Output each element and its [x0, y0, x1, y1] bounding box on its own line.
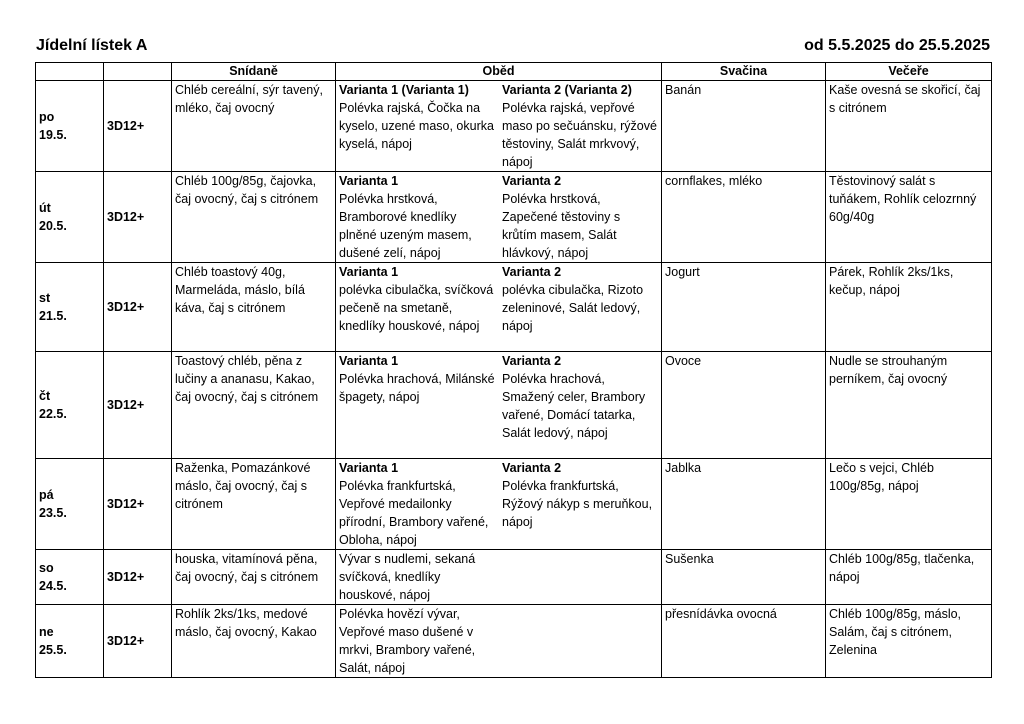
variant-2-text: Polévka frankfurtská, Rýžový nákyp s meruňkou, nápoj [502, 479, 653, 529]
obed-variant-2 [499, 352, 661, 442]
table-row [36, 352, 992, 459]
day-cell [36, 263, 104, 352]
obed-cell [336, 459, 662, 550]
svacina-cell: Jogurt [662, 263, 826, 352]
obed-cell [336, 605, 662, 678]
table-row [36, 605, 992, 678]
svacina-cell: Banán [662, 81, 826, 172]
svacina-cell: Ovoce [662, 352, 826, 459]
day-name: so [39, 561, 54, 575]
obed-cell [336, 172, 662, 263]
obed-single [336, 550, 499, 604]
table-row [36, 172, 992, 263]
variant-2-text: polévka cibulačka, Rizoto zeleninové, Salát ledový, nápoj [502, 283, 644, 333]
obed-cell [336, 263, 662, 352]
day-cell [36, 605, 104, 678]
header-vecere: Večeře [826, 63, 992, 81]
vecere-cell: Nudle se strouhaným perníkem, čaj ovocný [826, 352, 992, 459]
variant-1-text: polévka cibulačka, svíčková pečeně na smetaně, knedlíky houskové, nápoj [339, 283, 494, 333]
table-row [36, 459, 992, 550]
vecere-cell: Chléb 100g/85g, tlačenka, nápoj [826, 550, 992, 605]
header-obed: Oběd [336, 63, 662, 81]
obed-variant-2 [499, 172, 661, 262]
day-name: po [39, 110, 55, 124]
date-range: od 5.5.2025 do 25.5.2025 [804, 37, 990, 54]
table-row [36, 81, 992, 172]
variant-1-title: Varianta 1 [339, 174, 399, 188]
obed-variant-2 [499, 81, 661, 171]
variant-2-text: Polévka hrstková, Zapečené těstoviny s krůtím masem, Salát hlávkový, nápoj [502, 192, 621, 260]
document-title: Jídelní lístek A [36, 37, 148, 54]
variant-1-text: Polévka hrachová, Milánské špagety, nápoj [339, 372, 495, 404]
header-day [36, 63, 104, 81]
variant-1-title: Varianta 1 (Varianta 1) [339, 83, 469, 97]
day-date: 19.5. [39, 128, 67, 142]
diet-code: 3D12+ [104, 81, 172, 172]
variant-1-text: Polévka rajská, Čočka na kyselo, uzené maso, okurka kyselá, nápoj [339, 101, 494, 151]
obed-cell [336, 352, 662, 459]
vecere-cell: Těstovinový salát s tuňákem, Rohlík celozrnný 60g/40g [826, 172, 992, 263]
obed-single [336, 605, 499, 677]
diet-code: 3D12+ [104, 550, 172, 605]
variant-2-title: Varianta 2 [502, 265, 562, 279]
svacina-cell: Sušenka [662, 550, 826, 605]
obed-text: Vývar s nudlemi, sekaná svíčková, knedlíky houskové, nápoj [339, 552, 476, 602]
variant-1-title: Varianta 1 [339, 461, 399, 475]
variant-1-title: Varianta 1 [339, 265, 399, 279]
obed-text: Polévka hovězí vývar, Vepřové maso dušené v mrkvi, Brambory vařené, Salát, nápoj [339, 607, 476, 675]
table-row [36, 263, 992, 352]
svacina-cell: přesnídávka ovocná [662, 605, 826, 678]
obed-variant-1 [336, 459, 499, 549]
vecere-cell: Párek, Rohlík 2ks/1ks, kečup, nápoj [826, 263, 992, 352]
variant-1-title: Varianta 1 [339, 354, 399, 368]
day-name: st [39, 291, 51, 305]
day-date: 24.5. [39, 579, 67, 593]
day-date: 23.5. [39, 506, 67, 520]
header-row [36, 63, 992, 81]
obed-variant-2 [499, 263, 661, 335]
snidane-cell: Rohlík 2ks/1ks, medové máslo, čaj ovocný, Kakao [172, 605, 336, 678]
day-date: 20.5. [39, 219, 67, 233]
day-cell [36, 172, 104, 263]
table-row [36, 550, 992, 605]
snidane-cell: Toastový chléb, pěna z lučiny a ananasu, Kakao, čaj ovocný, čaj s citrónem [172, 352, 336, 459]
variant-2-title: Varianta 2 [502, 461, 562, 475]
vecere-cell: Chléb 100g/85g, máslo, Salám, čaj s citrónem, Zelenina [826, 605, 992, 678]
day-name: ne [39, 625, 54, 639]
day-date: 21.5. [39, 309, 67, 323]
snidane-cell: Chléb toastový 40g, Marmeláda, máslo, bílá káva, čaj s citrónem [172, 263, 336, 352]
variant-2-title: Varianta 2 [502, 354, 562, 368]
day-cell [36, 459, 104, 550]
obed-variant-1 [336, 263, 499, 335]
day-date: 25.5. [39, 643, 67, 657]
obed-cell [336, 550, 662, 605]
diet-code: 3D12+ [104, 459, 172, 550]
day-cell [36, 550, 104, 605]
variant-2-title: Varianta 2 [502, 174, 562, 188]
snidane-cell: Raženka, Pomazánkové máslo, čaj ovocný, čaj s citrónem [172, 459, 336, 550]
snidane-cell: houska, vitamínová pěna, čaj ovocný, čaj s citrónem [172, 550, 336, 605]
obed-cell [336, 81, 662, 172]
variant-1-text: Polévka frankfurtská, Vepřové medailonky přírodní, Brambory vařené, Obloha, nápoj [339, 479, 489, 547]
variant-1-text: Polévka hrstková, Bramborové knedlíky plněné uzeným masem, dušené zelí, nápoj [339, 192, 472, 260]
menu-table [35, 62, 992, 678]
svacina-cell: cornflakes, mléko [662, 172, 826, 263]
day-name: pá [39, 488, 54, 502]
diet-code: 3D12+ [104, 605, 172, 678]
diet-code: 3D12+ [104, 172, 172, 263]
diet-code: 3D12+ [104, 263, 172, 352]
variant-2-title: Varianta 2 (Varianta 2) [502, 83, 632, 97]
variant-2-text: Polévka hrachová, Smažený celer, Brambory vařené, Domácí tatarka, Salát ledový, nápoj [502, 372, 646, 440]
obed-variant-1 [336, 172, 499, 262]
diet-code: 3D12+ [104, 352, 172, 459]
obed-variant-2 [499, 459, 661, 549]
header-code [104, 63, 172, 81]
day-name: čt [39, 389, 51, 403]
vecere-cell: Lečo s vejci, Chléb 100g/85g, nápoj [826, 459, 992, 550]
header-snidane: Snídaně [172, 63, 336, 81]
day-cell [36, 81, 104, 172]
variant-2-text: Polévka rajská, vepřové maso po sečuánsku, rýžové těstoviny, Salát mrkvový, nápoj [502, 101, 657, 169]
header-svacina: Svačina [662, 63, 826, 81]
obed-variant-1 [336, 352, 499, 442]
day-cell [36, 352, 104, 459]
menu-body [36, 81, 992, 678]
obed-variant-1 [336, 81, 499, 171]
snidane-cell: Chléb 100g/85g, čajovka, čaj ovocný, čaj s citrónem [172, 172, 336, 263]
day-name: út [39, 201, 51, 215]
vecere-cell: Kaše ovesná se skořicí, čaj s citrónem [826, 81, 992, 172]
svacina-cell: Jablka [662, 459, 826, 550]
snidane-cell: Chléb cereální, sýr tavený, mléko, čaj ovocný [172, 81, 336, 172]
day-date: 22.5. [39, 407, 67, 421]
